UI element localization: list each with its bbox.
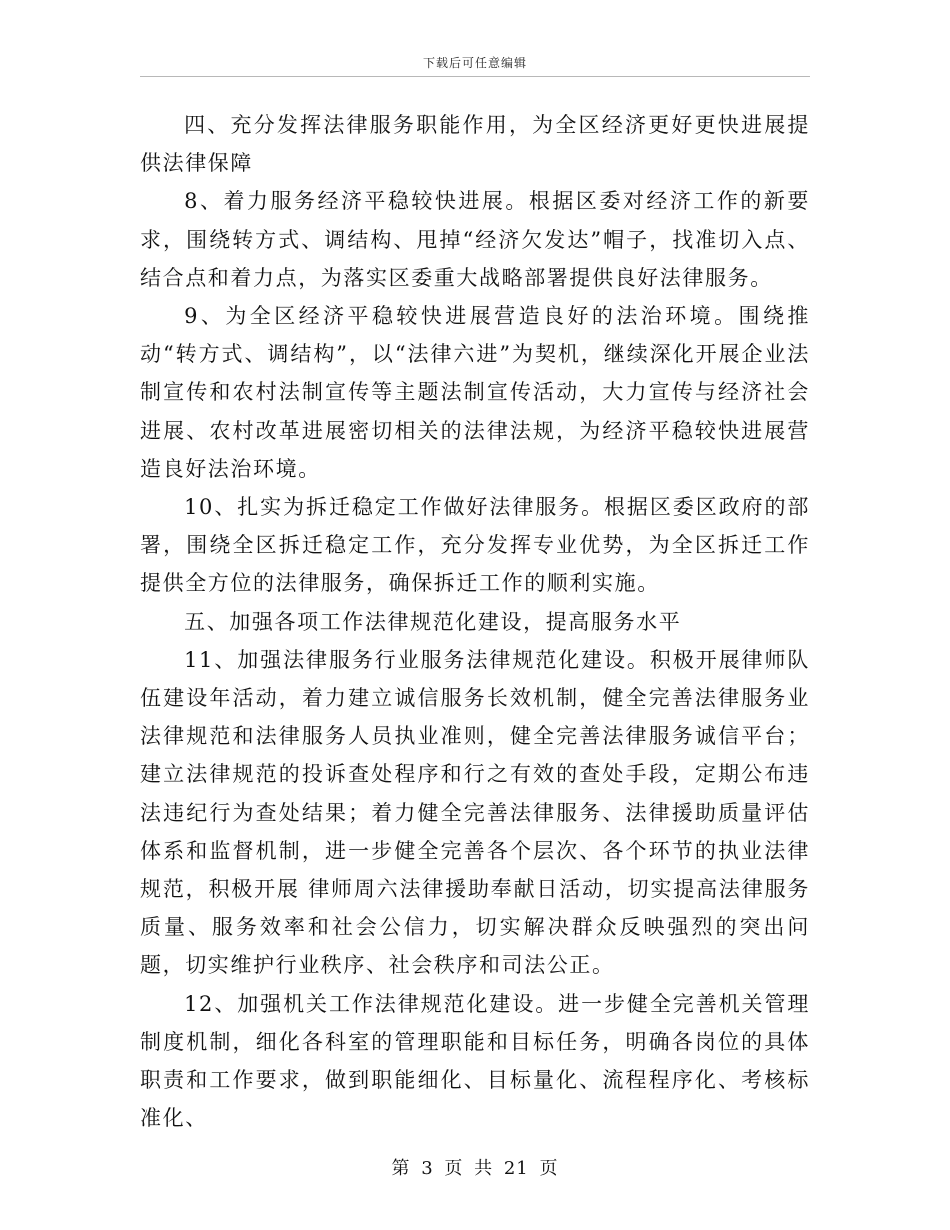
paragraph-item-8: 8、着力服务经济平稳较快进展。根据区委对经济工作的新要求，围绕转方式、调结构、甩掉“经济欠发达”帽子，找准切入点、结合点和着力点，为落实区委重大战略部署提供良好法律服务。 <box>140 189 810 290</box>
page-number: 第 3 页 共 21 页 <box>391 1158 559 1179</box>
paragraph-item-10: 10、扎实为拆迁稳定工作做好法律服务。根据区委区政府的部署，围绕全区拆迁稳定工作，充分发挥专业优势，为全区拆迁工作提供全方位的法律服务，确保拆迁工作的顺利实施。 <box>140 495 810 596</box>
paragraph-item-11: 11、加强法律服务行业服务法律规范化建设。积极开展律师队伍建设年活动，着力建立诚信服务长效机制，健全完善法律服务业法律规范和法律服务人员执业准则，健全完善法律服务诚信平台；建立法律规范的投诉查处程序和行之有效的查处手段，定期公布违法违纪行为查处结果；着力健全完善法律服务、法律援助质量评估体系和监督机制，进一步健全完善各个层次、各个环节的执业法律规范，积极开展 律师周六法律援助奉献日活动，切实提高法律服务质量、服务效率和社会公信力，切实解决群众反映强烈的突出问题，切实维护行业秩序、社会秩序和司法公正。 <box>140 647 810 978</box>
header-divider <box>140 76 810 77</box>
document-body <box>140 106 810 1137</box>
section-heading-five: 五、加强各项工作法律规范化建设，提高服务水平 <box>184 609 682 634</box>
paragraph-item-12: 12、加强机关工作法律规范化建设。进一步健全完善机关管理制度机制，细化各科室的管理职能和目标任务，明确各岗位的具体职责和工作要求，做到职能细化、目标量化、流程程序化、考核标准化、 <box>140 991 810 1131</box>
page-header-note: 下载后可任意编辑 <box>422 56 527 70</box>
section-heading-four: 四、充分发挥法律服务职能作用，为全区经济更好更快进展提供法律保障 <box>140 113 810 176</box>
paragraph-item-9: 9、为全区经济平稳较快进展营造良好的法治环境。围绕推动“转方式、调结构”，以“法律六进”为契机，继续深化开展企业法制宣传和农村法制宣传等主题法制宣传活动，大力宣传与经济社会进展、农村改革进展密切相关的法律法规，为经济平稳较快进展营造良好法治环境。 <box>140 304 810 481</box>
